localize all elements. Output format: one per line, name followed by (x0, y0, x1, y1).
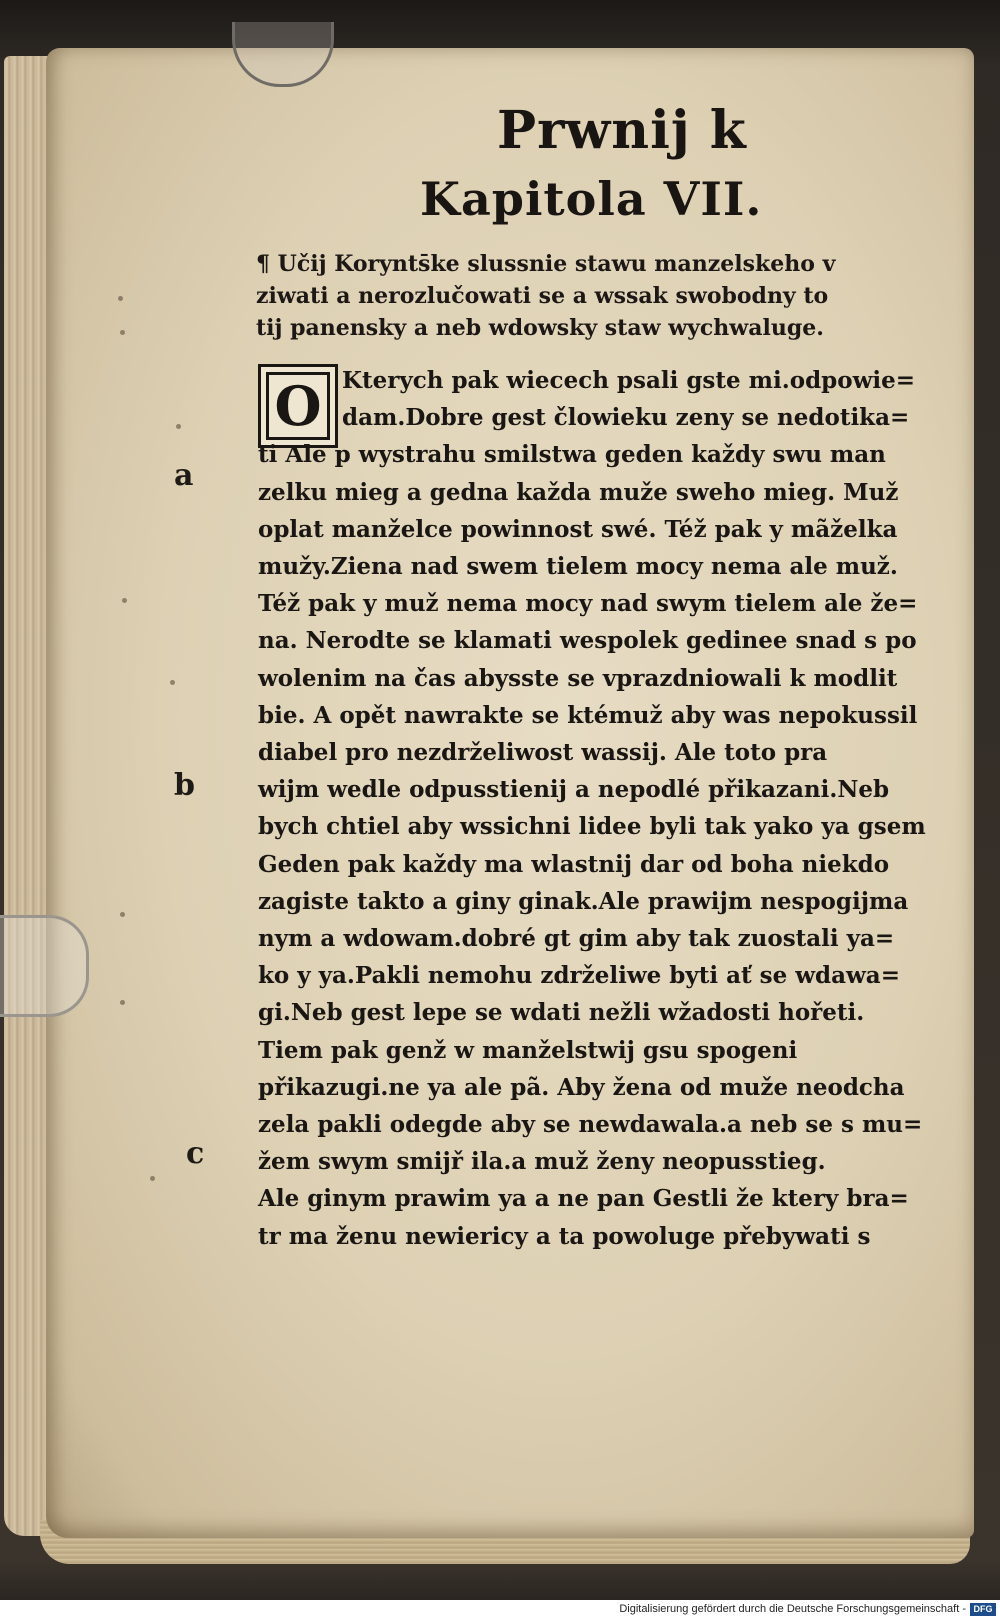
digitization-footer (0, 1600, 1000, 1620)
text-line: diabel pro nezdrželiwost wassij. Ale toto pra (258, 739, 828, 767)
ink-speck (120, 330, 125, 335)
text-line: bie. A opět nawrakte se ktémuž aby was nepokussil (258, 701, 918, 729)
text-line: zelku mieg a gedna každa muže sweho mieg. Muž (258, 478, 899, 506)
margin-note-a: a (174, 458, 194, 493)
drop-cap-initial: O (258, 364, 338, 448)
chapter-summary (256, 248, 906, 344)
text-line: dam.Dobre gest člowieku zeny se nedotika= (342, 404, 910, 432)
ink-speck (176, 424, 181, 429)
text-line: Tiem pak genž w manželstwij gsu spogeni (258, 1036, 798, 1064)
text-line: žem swym smijř ila.a muž ženy neopusstieg. (258, 1148, 826, 1176)
ink-speck (170, 680, 175, 685)
ink-speck (122, 598, 127, 603)
text-line: Ale ginym prawim ya a ne pan Gestli že ktery bra= (258, 1185, 909, 1213)
text-line: tr ma ženu newiericy a ta powoluge přebywati s (258, 1222, 871, 1250)
margin-note-b: b (174, 768, 195, 803)
margin-note-c: c (186, 1136, 205, 1171)
text-line: oplat manželce powinnost swé. Též pak y mãželka (258, 515, 898, 543)
text-line: wolenim na čas abysste se vprazdniowali k modlit (258, 664, 898, 692)
summary-line: ziwati a nerozlučowati se a wssak swobodny to (256, 283, 829, 309)
text-line: wijm wedle odpusstienij a nepodlé přikazani.Neb (258, 776, 890, 804)
text-line: přikazugi.ne ya ale pã. Aby žena od muže neodcha (258, 1073, 905, 1101)
ink-speck (118, 296, 123, 301)
ink-speck (150, 1176, 155, 1181)
dfg-logo: DFG (970, 1603, 996, 1616)
text-line: Geden pak každy ma wlastnij dar od boha niekdo (258, 850, 890, 878)
text-line: bych chtiel aby wssichni lidee byli tak yako ya gsem (258, 813, 926, 841)
text-line: na. Nerodte se klamati wespolek gedinee snad s po (258, 627, 917, 655)
summary-line: tij panensky a neb wdowsky staw wychwaluge. (256, 315, 824, 341)
running-head: Prwnij k (497, 100, 747, 161)
chapter-title: Kapitola VII. (420, 172, 763, 226)
text-line: nym a wdowam.dobré gt gim aby tak zuostali ya= (258, 925, 895, 953)
text-line: Kterych pak wiecech psali gste mi.odpowie= (342, 367, 916, 394)
text-line: ti Ale p wystrahu smilstwa geden každy swu man (258, 441, 886, 469)
text-line: zela pakli odegde aby se newdawala.a neb se s mu= (258, 1111, 923, 1139)
text-line: gi.Neb gest lepe se wdati nežli wžadosti hořeti. (258, 999, 865, 1027)
text-line: Též pak y muž nema mocy nad swym tielem ale že= (258, 590, 918, 618)
text-line: zagiste takto a giny ginak.Ale prawijm nespogijma (258, 887, 909, 915)
summary-line: ¶ Učij Korynts̄ke slussnie stawu manzelskeho v (256, 251, 836, 277)
text-line: ko y ya.Pakli nemohu zdrželiwe byti ať se wdawa= (258, 962, 900, 990)
body-text (258, 362, 926, 1255)
footer-credit: Digitalisierung gefördert durch die Deutsche Forschungsgemeinschaft - (619, 1603, 966, 1615)
ink-speck (120, 1000, 125, 1005)
ink-speck (120, 912, 125, 917)
paper-clip-left (0, 915, 89, 1017)
text-line: mužy.Ziena nad swem tielem mocy nema ale muž. (258, 553, 898, 581)
